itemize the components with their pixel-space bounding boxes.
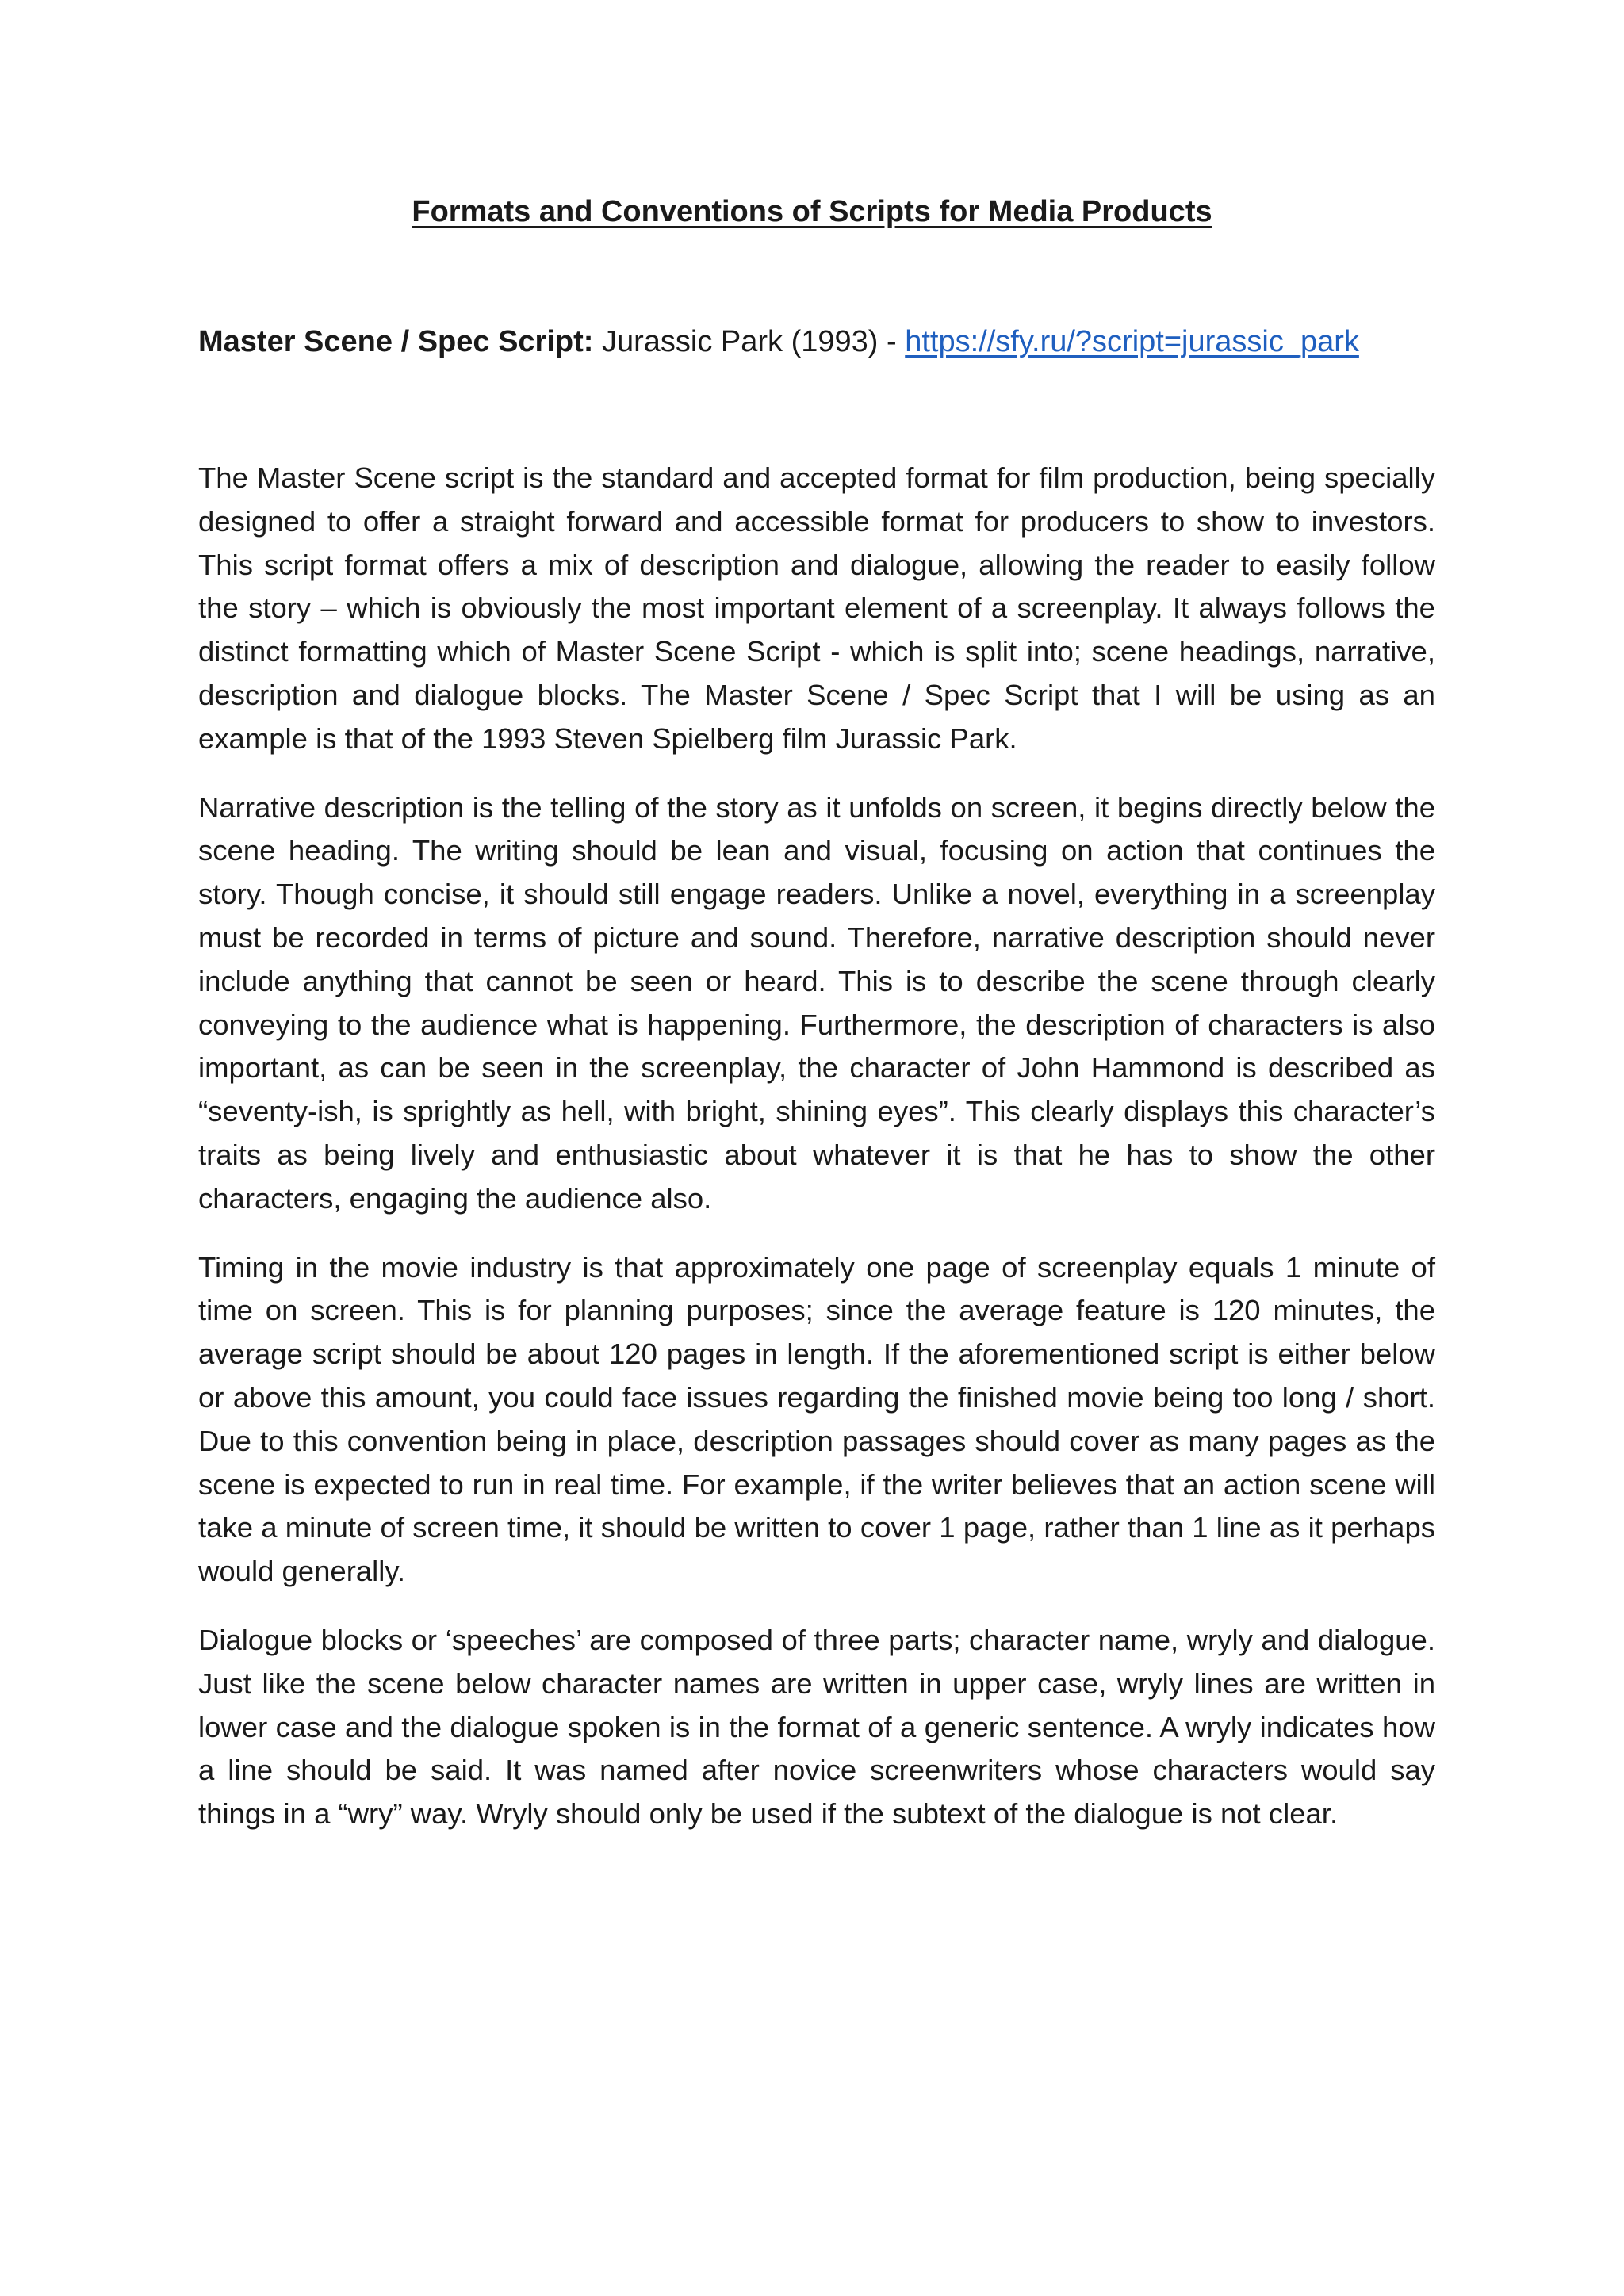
- paragraph-master-scene-intro: The Master Scene script is the standard and accepted format for film production, being specially designed to offer a straight forward and accessible format for producers to show to investors. This script format offers a mix of description and dialogue, allowing the reader to easily follow the story – which is obviously the most important element of a screenplay. It always follows the distinct formatting which of Master Scene Script - which is split into; scene headings, narrative, description and dialogue blocks. The Master Scene / Spec Script that I will be using as an example is that of the 1993 Steven Spielberg film Jurassic Park.: [198, 461, 1435, 755]
- script-reference-line: [198, 325, 1435, 359]
- script-title-text: Jurassic Park (1993) -: [593, 325, 906, 358]
- paragraph-narrative-description: Narrative description is the telling of the story as it unfolds on screen, it begins directly below the scene heading. The writing should be lean and visual, focusing on action that continues the story. Though concise, it should still engage readers. Unlike a novel, everything in a screenplay must be recorded in terms of picture and sound. Therefore, narrative description should never include anything that cannot be seen or heard. This is to describe the scene through clearly conveying to the audience what is happening. Furthermore, the description of characters is also important, as can be seen in the screenplay, the character of John Hammond is described as “seventy-ish, is sprightly as hell, with bright, shining eyes”. This clearly displays this character’s traits as being lively and enthusiastic about whatever it is that he has to show the other characters, engaging the audience also.: [198, 790, 1435, 1215]
- paragraph-timing: Timing in the movie industry is that approximately one page of screenplay equals 1 minute of time on screen. This is for planning purposes; since the average feature is 120 minutes, the average script should be about 120 pages in length. If the aforementioned script is either below or above this amount, you could face issues regarding the finished movie being too long / short. Due to this convention being in place, description passages should cover as many pages as the scene is expected to run in real time. For example, if the writer believes that an action scene will take a minute of screen time, it should be written to cover 1 page, rather than 1 line as it perhaps would generally.: [198, 1250, 1435, 1588]
- document-title: Formats and Conventions of Scripts for Media Products: [412, 195, 1212, 228]
- script-type-label: Master Scene / Spec Script:: [198, 325, 594, 358]
- body-text: [198, 457, 1435, 1862]
- paragraph-dialogue-blocks: Dialogue blocks or ‘speeches’ are composed of three parts; character name, wryly and dialogue. Just like the scene below character names are written in upper case, wryly lines are written in lower case and the dialogue spoken is in the format of a generic sentence. A wryly indicates how a line should be said. It was named after novice screenwriters whose characters would say things in a “wry” way. Wryly should only be used if the subtext of the dialogue is not clear.: [198, 1623, 1435, 1831]
- script-source-link[interactable]: https://sfy.ru/?script=jurassic_park: [905, 325, 1359, 358]
